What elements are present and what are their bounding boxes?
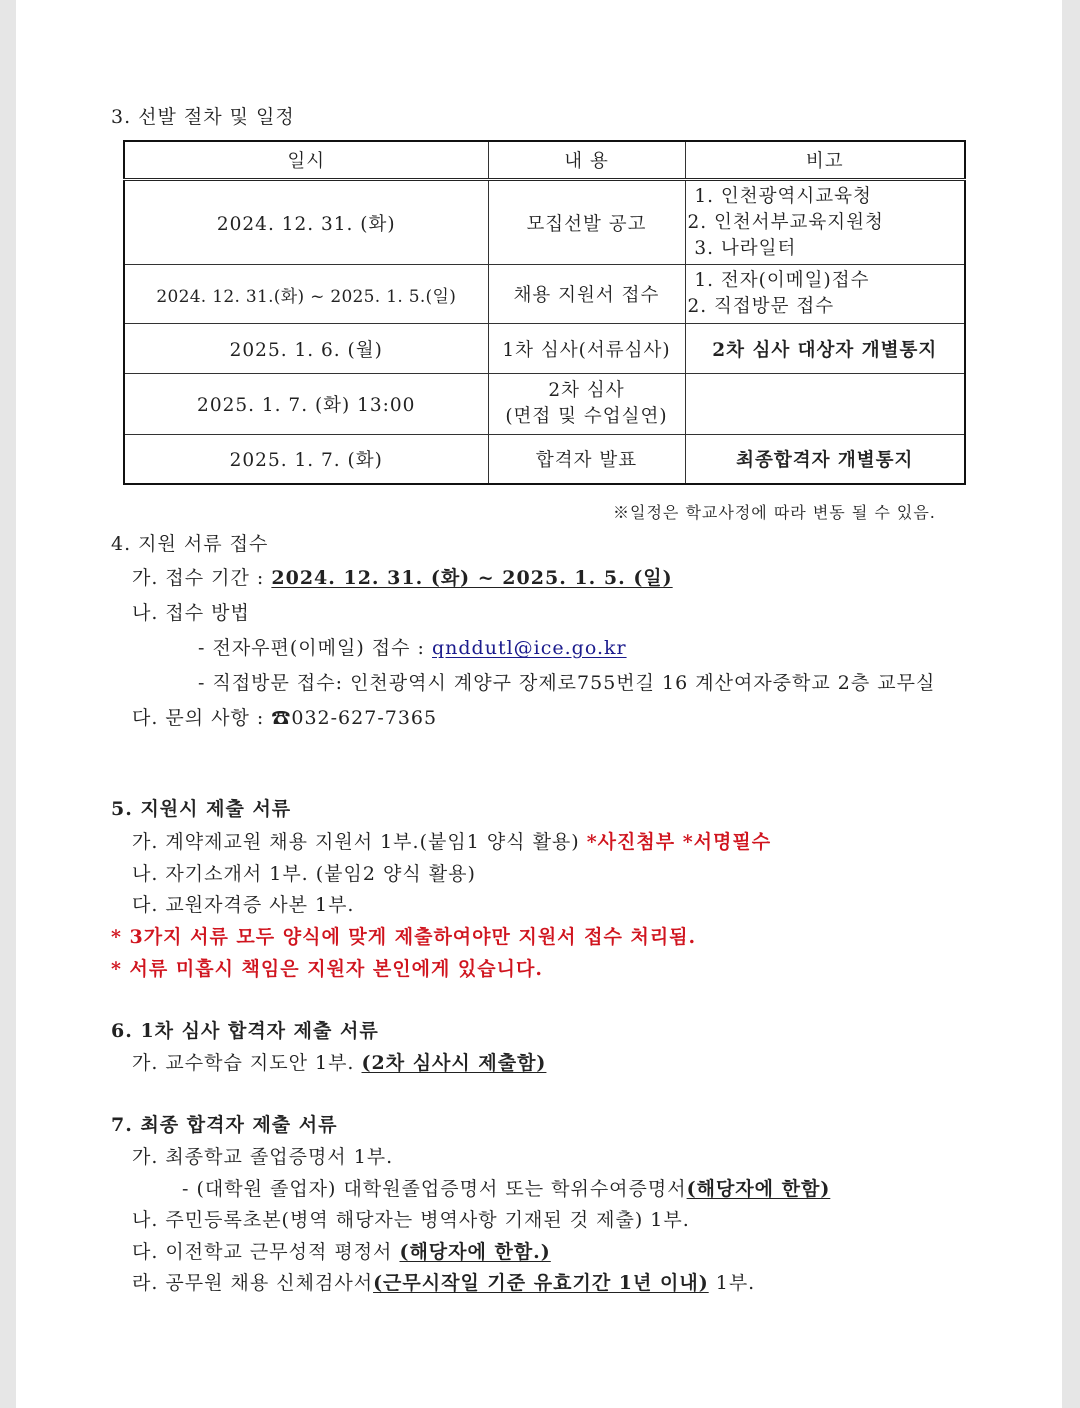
header-note: 비고 (685, 141, 965, 180)
note-line: 2. 직접방문 접수 (687, 296, 835, 317)
section7-item-a-sub (182, 1174, 830, 1201)
note-line: 1. 전자(이메일)접수 (687, 270, 870, 291)
email-link[interactable]: qnddutl@ice.go.kr (432, 637, 627, 659)
section7-title: 7. 최종 합격자 제출 서류 (111, 1114, 338, 1136)
item-c-text: 다. 이전학교 근무성적 평정서 (132, 1241, 400, 1263)
table-row (124, 435, 965, 484)
row-note-empty (685, 374, 965, 435)
method-label: 나. 접수 방법 (132, 602, 250, 624)
table-row (124, 324, 965, 374)
table-row (124, 265, 965, 324)
warning-2: * 서류 미흡시 책임은 지원자 본인에게 있습니다. (111, 958, 543, 980)
section5-item-c: 다. 교원자격증 사본 1부. (132, 894, 355, 916)
period-label: 가. 접수 기간 : (132, 567, 272, 589)
period-line (132, 563, 673, 590)
note-line: 1. 인천광역시교육청 (687, 185, 872, 207)
row-date: 2025. 1. 6. (월) (124, 324, 488, 374)
section7-item-b: 나. 주민등록초본(병역 해당자는 병역사항 기재된 것 제출) 1부. (132, 1209, 690, 1231)
email-label: - 전자우편(이메일) 접수 : (198, 637, 432, 659)
row-note: 최종합격자 개별통지 (685, 435, 965, 484)
item-a-text: 가. 교수학습 지도안 1부. (132, 1052, 362, 1074)
section5-title: 5. 지원시 제출 서류 (111, 798, 292, 820)
contact-label: 다. 문의 사항 : (132, 707, 272, 729)
item-a-sub-text: - (대학원 졸업자) 대학원졸업증명서 또는 학위수여증명서 (182, 1178, 687, 1200)
warning-1: * 3가지 서류 모두 양식에 맞게 제출하여야만 지원서 접수 처리됨. (111, 926, 697, 948)
section5-item-b: 나. 자기소개서 1부. (붙임2 양식 활용) (132, 863, 476, 885)
header-content: 내 용 (488, 141, 685, 180)
row-note (685, 180, 965, 265)
section7-item-d (132, 1268, 755, 1295)
visit-line: - 직접방문 접수: 인천광역시 계양구 장제로755번길 16 계산여자중학교 2층 교무실 (198, 672, 936, 694)
contact-phone: ☎032-627-7365 (271, 707, 438, 729)
note-line: 3. 나라일터 (687, 237, 797, 259)
section7-item-c (132, 1237, 551, 1264)
row-date: 2024. 12. 31. (화) (124, 180, 488, 265)
item-d-tail: 1부. (708, 1272, 756, 1294)
item-a-text: 가. 계약제교원 채용 지원서 1부.(붙임1 양식 활용) (132, 831, 587, 853)
period-value: 2024. 12. 31. (화) ~ 2025. 1. 5. (일) (271, 567, 673, 589)
table-row (124, 180, 965, 265)
item-a-required: *사진첨부 *서명필수 (586, 831, 772, 853)
schedule-table (123, 140, 966, 485)
item-d-note: (근무시작일 기준 유효기간 1년 이내) (373, 1272, 709, 1294)
table-row (124, 374, 965, 435)
section5-item-a (132, 827, 771, 854)
contact-line (132, 703, 437, 730)
row-content: 모집선발 공고 (488, 180, 685, 265)
section3-title: 3. 선발 절차 및 일정 (111, 106, 295, 128)
content-line: (면접 및 수업실연) (505, 406, 668, 427)
item-c-note: (해당자에 한함.) (399, 1241, 551, 1263)
document-page (16, 0, 1062, 1408)
row-note: 2차 심사 대상자 개별통지 (685, 324, 965, 374)
item-a-sub-note: (해당자에 한함) (686, 1178, 831, 1200)
note-line: 2. 인천서부교육지원청 (687, 211, 884, 233)
header-date: 일시 (124, 141, 488, 180)
section6-item-a (132, 1048, 546, 1075)
row-content: 채용 지원서 접수 (488, 265, 685, 324)
row-content: 1차 심사(서류심사) (488, 324, 685, 374)
row-date: 2024. 12. 31.(화) ~ 2025. 1. 5.(일) (124, 265, 488, 324)
row-content (488, 374, 685, 435)
row-note (685, 265, 965, 324)
item-d-text: 라. 공무원 채용 신체검사서 (132, 1272, 374, 1294)
section6-title: 6. 1차 심사 합격자 제출 서류 (111, 1020, 379, 1042)
row-date: 2025. 1. 7. (화) (124, 435, 488, 484)
section4-title: 4. 지원 서류 접수 (111, 533, 269, 555)
schedule-footnote: ※일정은 학교사정에 따라 변동 될 수 있음. (613, 503, 936, 522)
item-a-note: (2차 심사시 제출함) (361, 1052, 547, 1074)
email-line (198, 633, 627, 660)
content-line: 2차 심사 (548, 380, 625, 401)
row-content: 합격자 발표 (488, 435, 685, 484)
row-date: 2025. 1. 7. (화) 13:00 (124, 374, 488, 435)
section7-item-a: 가. 최종학교 졸업증명서 1부. (132, 1146, 394, 1168)
